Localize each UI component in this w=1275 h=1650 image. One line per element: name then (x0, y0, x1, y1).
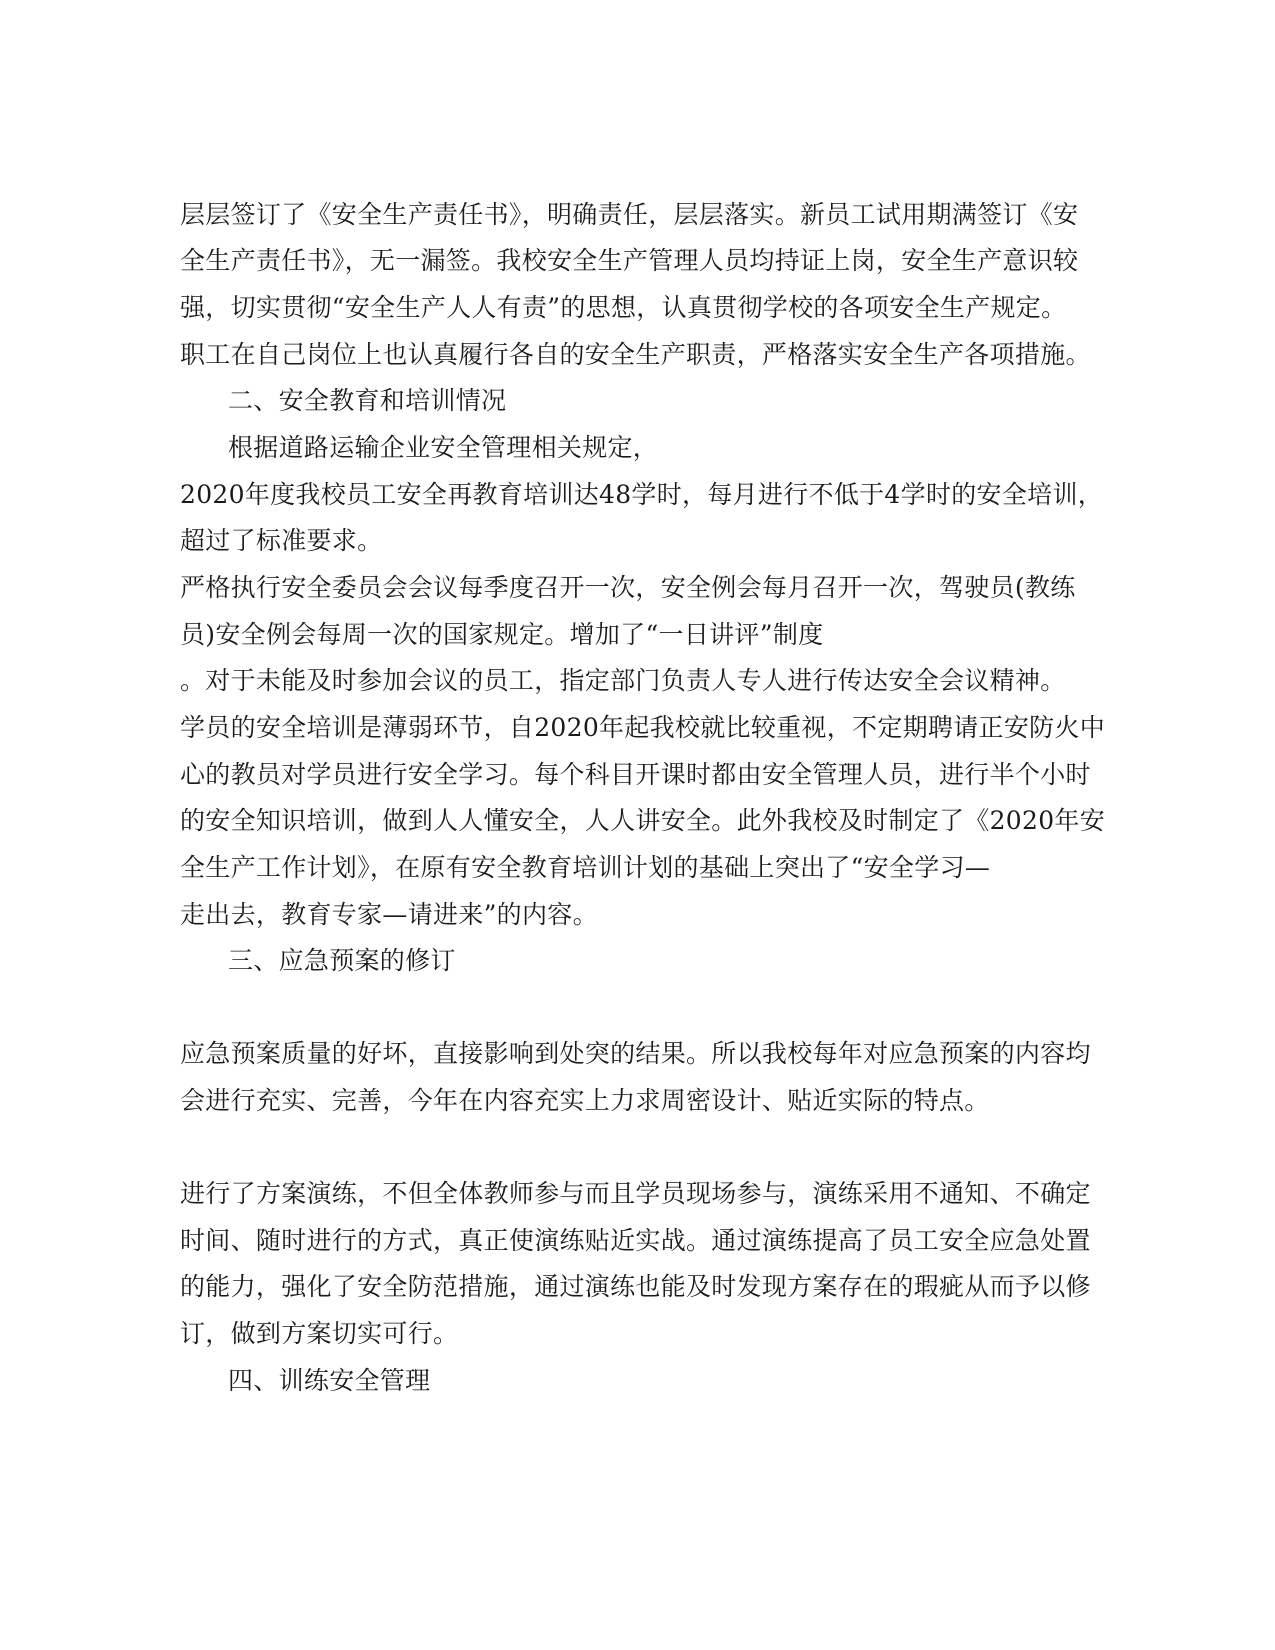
text-line: 超过了标准要求。 (180, 526, 383, 555)
text-line: 应急预案质量的好坏，直接影响到处突的结果。所以我校每年对应急预案的内容均 (180, 1039, 1091, 1068)
text-line: 根据道路运输企业安全管理相关规定， (228, 433, 659, 462)
text-line: 时间、随时进行的方式，真正使演练贴近实战。通过演练提高了员工安全应急处置 (180, 1226, 1091, 1255)
text-line: 全生产工作计划》，在原有安全教育培训计划的基础上突出了“安全学习— (180, 853, 991, 882)
text-line: 全生产责任书》，无一漏签。我校安全生产管理人员均持证上岗，安全生产意识较 (180, 246, 1079, 275)
text-line: 强，切实贯彻“安全生产人人有责”的思想，认真贯彻学校的各项安全生产规定。 (180, 293, 1067, 322)
text-line: 的能力，强化了安全防范措施，通过演练也能及时发现方案存在的瑕疵从而予以修 (180, 1272, 1091, 1301)
section-heading: 三、应急预案的修订 (228, 946, 456, 975)
text-line: 2020年度我校员工安全再教育培训达48学时，每月进行不低于4学时的安全培训， (180, 480, 1104, 509)
text-line: 员)安全例会每周一次的国家规定。增加了“一日讲评”制度 (180, 620, 824, 649)
text-line: 的安全知识培训，做到人人懂安全，人人讲安全。此外我校及时制定了《2020年安 (180, 806, 1106, 835)
section-heading: 四、训练安全管理 (228, 1366, 431, 1395)
text-line: 走出去，教育专家—请进来”的内容。 (180, 900, 598, 929)
text-line: 层层签订了《安全生产责任书》，明确责任，层层落实。新员工试用期满签订《安 (180, 200, 1079, 229)
text-line: 心的教员对学员进行安全学习。每个科目开课时都由安全管理人员，进行半个小时 (180, 760, 1091, 789)
text-line: 进行了方案演练，不但全体教师参与而且学员现场参与，演练采用不通知、不确定 (180, 1179, 1091, 1208)
text-line: 。对于未能及时参加会议的员工，指定部门负责人专人进行传达安全会议精神。 (180, 666, 1066, 695)
text-line: 学员的安全培训是薄弱环节，自2020年起我校就比较重视，不定期聘请正安防火中 (180, 713, 1106, 742)
text-line: 严格执行安全委员会会议每季度召开一次，安全例会每月召开一次，驾驶员(教练 (180, 573, 1076, 602)
text-line: 职工在自己岗位上也认真履行各自的安全生产职责，严格落实安全生产各项措施。 (180, 340, 1091, 369)
text-line: 订，做到方案切实可行。 (180, 1319, 459, 1348)
section-heading: 二、安全教育和培训情况 (228, 386, 507, 415)
text-line: 会进行充实、完善，今年在内容充实上力求周密设计、贴近实际的特点。 (180, 1086, 990, 1115)
